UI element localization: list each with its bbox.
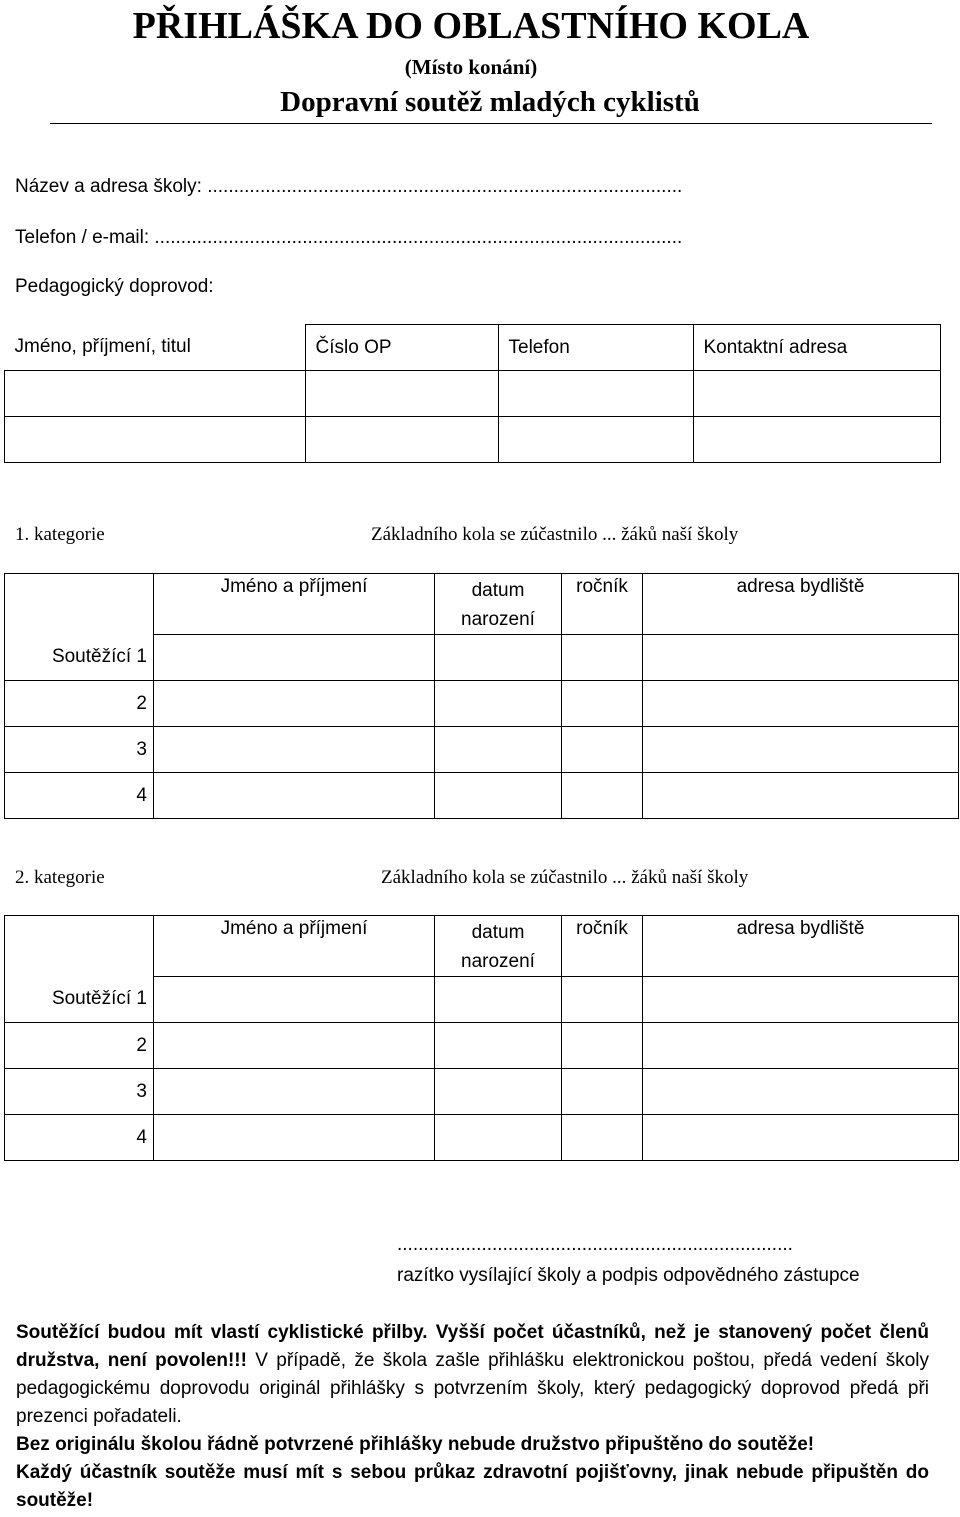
category2-participation: Základního kola se zúčastnilo ... žáků naší školy bbox=[381, 867, 749, 888]
note-insurance-card: Každý účastník soutěže musí mít s sebou průkaz zdravotní pojišťovny, jinak nebude připuštěn do soutěže! bbox=[16, 1462, 929, 1511]
note-helmets: Soutěžící budou mít vlastí cyklistické přilby. Vyšší počet účastníků, než je stanovený počet členů družstva, není povolen!!! bbox=[16, 1322, 929, 1371]
category2-label: 2. kategorie bbox=[15, 867, 105, 888]
participant-cell[interactable] bbox=[435, 1069, 562, 1115]
participant-cell[interactable] bbox=[643, 635, 959, 681]
signature-line[interactable]: ........................................................................... bbox=[397, 1234, 793, 1255]
participant-cell[interactable] bbox=[562, 1115, 643, 1161]
escort-header-address: Kontaktní adresa bbox=[693, 325, 941, 371]
category2-header-name: Jméno a příjmení bbox=[154, 916, 435, 977]
participant-cell[interactable] bbox=[154, 1023, 435, 1069]
phone-email-field[interactable]: Telefon / e-mail: .................................................................................................... bbox=[15, 227, 683, 248]
note-original-required: Bez originálu školou řádně potvrzené přihlášky nebude družstvo připuštěno do soutěže! bbox=[16, 1434, 815, 1455]
category2-row-label: 2 bbox=[5, 1023, 154, 1069]
note-electronic-submission: V případě, že škola zašle přihlášku elektronickou poštou, předá vedení školy pedagogickému doprovodu originál přihlášky s potvrzením školy, který pedagogický doprovod předá při prezenci pořadateli. bbox=[16, 1350, 929, 1427]
participant-cell[interactable] bbox=[562, 773, 643, 819]
escort-cell[interactable] bbox=[5, 417, 306, 463]
category2-row-label: 4 bbox=[5, 1115, 154, 1161]
participant-cell[interactable] bbox=[435, 635, 562, 681]
escort-cell[interactable] bbox=[5, 371, 306, 417]
title-divider bbox=[50, 123, 932, 124]
school-name-field[interactable]: Název a adresa školy: .......................................................................................... bbox=[15, 176, 683, 197]
participant-cell[interactable] bbox=[154, 1069, 435, 1115]
escort-cell[interactable] bbox=[498, 417, 693, 463]
escort-cell[interactable] bbox=[498, 371, 693, 417]
category2-row-label: Soutěžící 1 bbox=[5, 916, 154, 1023]
category1-header-grade: ročník bbox=[562, 574, 643, 635]
escort-header-op: Číslo OP bbox=[305, 325, 498, 371]
escort-header-phone: Telefon bbox=[498, 325, 693, 371]
participant-cell[interactable] bbox=[435, 773, 562, 819]
category1-row-label: 3 bbox=[5, 727, 154, 773]
participant-cell[interactable] bbox=[643, 1023, 959, 1069]
escort-header-name: Jméno, příjmení, titul bbox=[5, 325, 306, 371]
participant-cell[interactable] bbox=[154, 681, 435, 727]
participant-cell[interactable] bbox=[435, 1115, 562, 1161]
participant-cell[interactable] bbox=[643, 681, 959, 727]
participant-cell[interactable] bbox=[435, 1023, 562, 1069]
category1-row-label: 4 bbox=[5, 773, 154, 819]
category1-row-label: 2 bbox=[5, 681, 154, 727]
participant-cell[interactable] bbox=[562, 977, 643, 1023]
participant-cell[interactable] bbox=[154, 1115, 435, 1161]
category2-table bbox=[4, 915, 959, 1161]
participant-cell[interactable] bbox=[643, 1069, 959, 1115]
participant-cell[interactable] bbox=[643, 773, 959, 819]
category2-header-address: adresa bydliště bbox=[643, 916, 959, 977]
category1-label: 1. kategorie bbox=[15, 524, 105, 545]
category1-header-birth: datum narození bbox=[435, 574, 562, 635]
participant-cell[interactable] bbox=[562, 681, 643, 727]
escort-cell[interactable] bbox=[693, 417, 941, 463]
participant-cell[interactable] bbox=[562, 1069, 643, 1115]
escort-cell[interactable] bbox=[693, 371, 941, 417]
participant-cell[interactable] bbox=[643, 1115, 959, 1161]
escort-table bbox=[4, 324, 941, 463]
participant-cell[interactable] bbox=[562, 635, 643, 681]
participant-cell[interactable] bbox=[154, 635, 435, 681]
participant-cell[interactable] bbox=[154, 773, 435, 819]
participant-cell[interactable] bbox=[435, 681, 562, 727]
participant-cell[interactable] bbox=[562, 1023, 643, 1069]
category2-header-grade: ročník bbox=[562, 916, 643, 977]
category1-table bbox=[4, 573, 959, 819]
event-title: Dopravní soutěž mladých cyklistů bbox=[280, 86, 700, 118]
category2-header-birth: datum narození bbox=[435, 916, 562, 977]
category1-header-address: adresa bydliště bbox=[643, 574, 959, 635]
participant-cell[interactable] bbox=[562, 727, 643, 773]
participant-cell[interactable] bbox=[643, 727, 959, 773]
participant-cell[interactable] bbox=[643, 977, 959, 1023]
escort-cell[interactable] bbox=[305, 417, 498, 463]
category2-row-label: 3 bbox=[5, 1069, 154, 1115]
escort-label: Pedagogický doprovod: bbox=[15, 276, 214, 297]
participant-cell[interactable] bbox=[435, 727, 562, 773]
category1-header-name: Jméno a příjmení bbox=[154, 574, 435, 635]
escort-cell[interactable] bbox=[305, 371, 498, 417]
notes bbox=[16, 1319, 929, 1515]
participant-cell[interactable] bbox=[154, 727, 435, 773]
category1-participation: Základního kola se zúčastnilo ... žáků naší školy bbox=[371, 524, 739, 545]
participant-cell[interactable] bbox=[154, 977, 435, 1023]
form-title: PŘIHLÁŠKA DO OBLASTNÍHO KOLA bbox=[132, 5, 810, 47]
participant-cell[interactable] bbox=[435, 977, 562, 1023]
signature-caption: razítko vysílající školy a podpis odpovědného zástupce bbox=[397, 1265, 860, 1286]
category1-row-label: Soutěžící 1 bbox=[5, 574, 154, 681]
venue-subtitle: (Místo konání) bbox=[404, 55, 538, 79]
